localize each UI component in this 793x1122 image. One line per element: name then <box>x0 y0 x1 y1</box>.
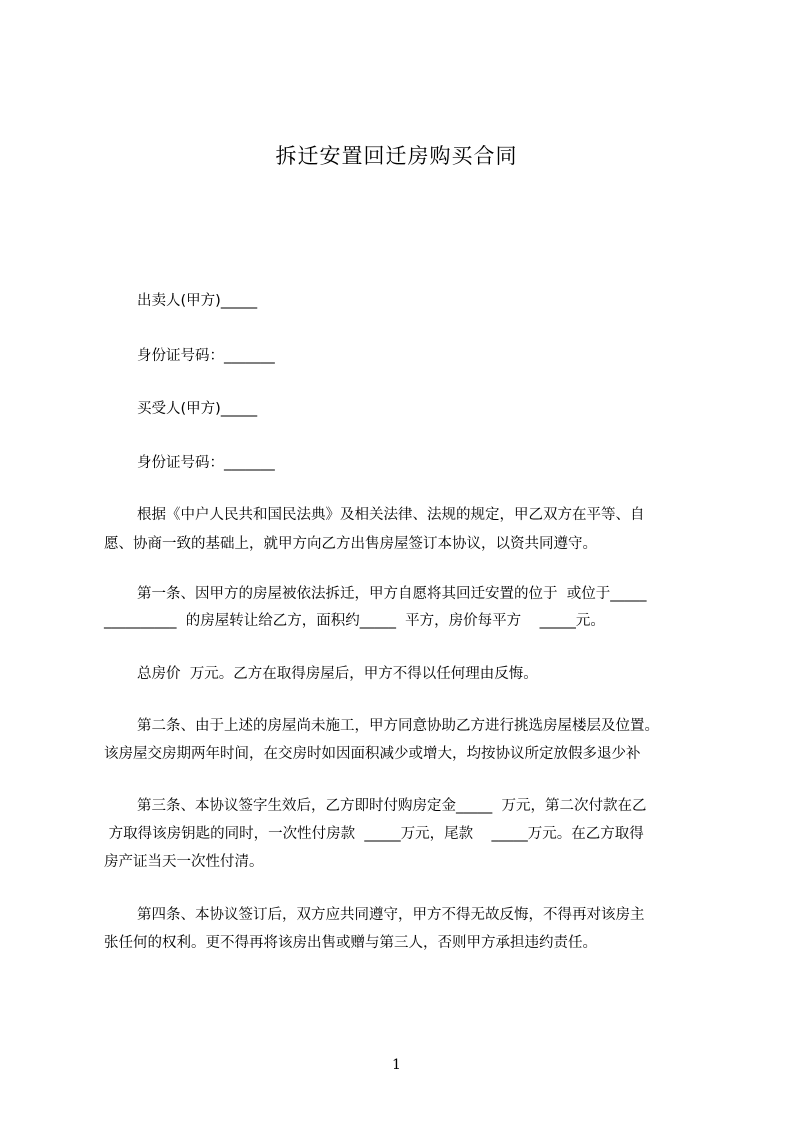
seller-id-field: 身份证号码：_______ <box>137 348 275 364</box>
article-3-line-1: 第三条、本协议签字生效后，乙方即时付购房定金_____ 万元，第二次付款在乙 <box>137 798 647 814</box>
article-4-line-1: 第四条、本协议签订后，双方应共同遵守，甲方不得无故反悔，不得再对该房主 <box>137 907 645 923</box>
article-3-line-2: 方取得该房钥匙的同时，一次性付房款 _____万元，尾款 _____万元。在乙方取得 <box>104 826 644 842</box>
article-3-line-3: 房产证当天一次性付清。 <box>104 854 264 870</box>
document-title: 拆迁安置回迁房购买合同 <box>275 144 518 168</box>
article-1-line-1: 第一条、因甲方的房屋被依法拆迁，甲方自愿将其回迁安置的位于 或位于_____ <box>137 586 647 602</box>
preamble-line-2: 愿、协商一致的基础上，就甲方向乙方出售房屋签订本协议，以资共同遵守。 <box>104 536 597 552</box>
article-2-line-2: 该房屋交房期两年时间，在交房时如因面积减少或增大，均按协议所定放假多退少补 <box>104 746 641 762</box>
preamble-line-1: 根据《中户人民共和国民法典》及相关法律、法规的规定，甲乙双方在平等、自 <box>137 507 645 523</box>
article-4-line-2: 张任何的权利。更不得再将该房出售或赠与第三人，否则甲方承担违约责任。 <box>104 935 597 951</box>
buyer-id-field: 身份证号码：_______ <box>137 455 275 471</box>
total-price-line: 总房价 万元。乙方在取得房屋后，甲方不得以任何理由反悔。 <box>137 666 538 682</box>
seller-field: 出卖人(甲方)_____ <box>137 293 258 309</box>
article-1-line-2: __________ 的房屋转让给乙方，面积约_____ 平方，房价每平方 _____元。 <box>104 613 605 629</box>
buyer-field: 买受人(甲方)_____ <box>137 401 258 417</box>
page-number: 1 <box>392 1057 401 1073</box>
article-2-line-1: 第二条、由于上述的房屋尚未施工，甲方同意协助乙方进行挑选房屋楼层及位置。 <box>137 718 659 734</box>
